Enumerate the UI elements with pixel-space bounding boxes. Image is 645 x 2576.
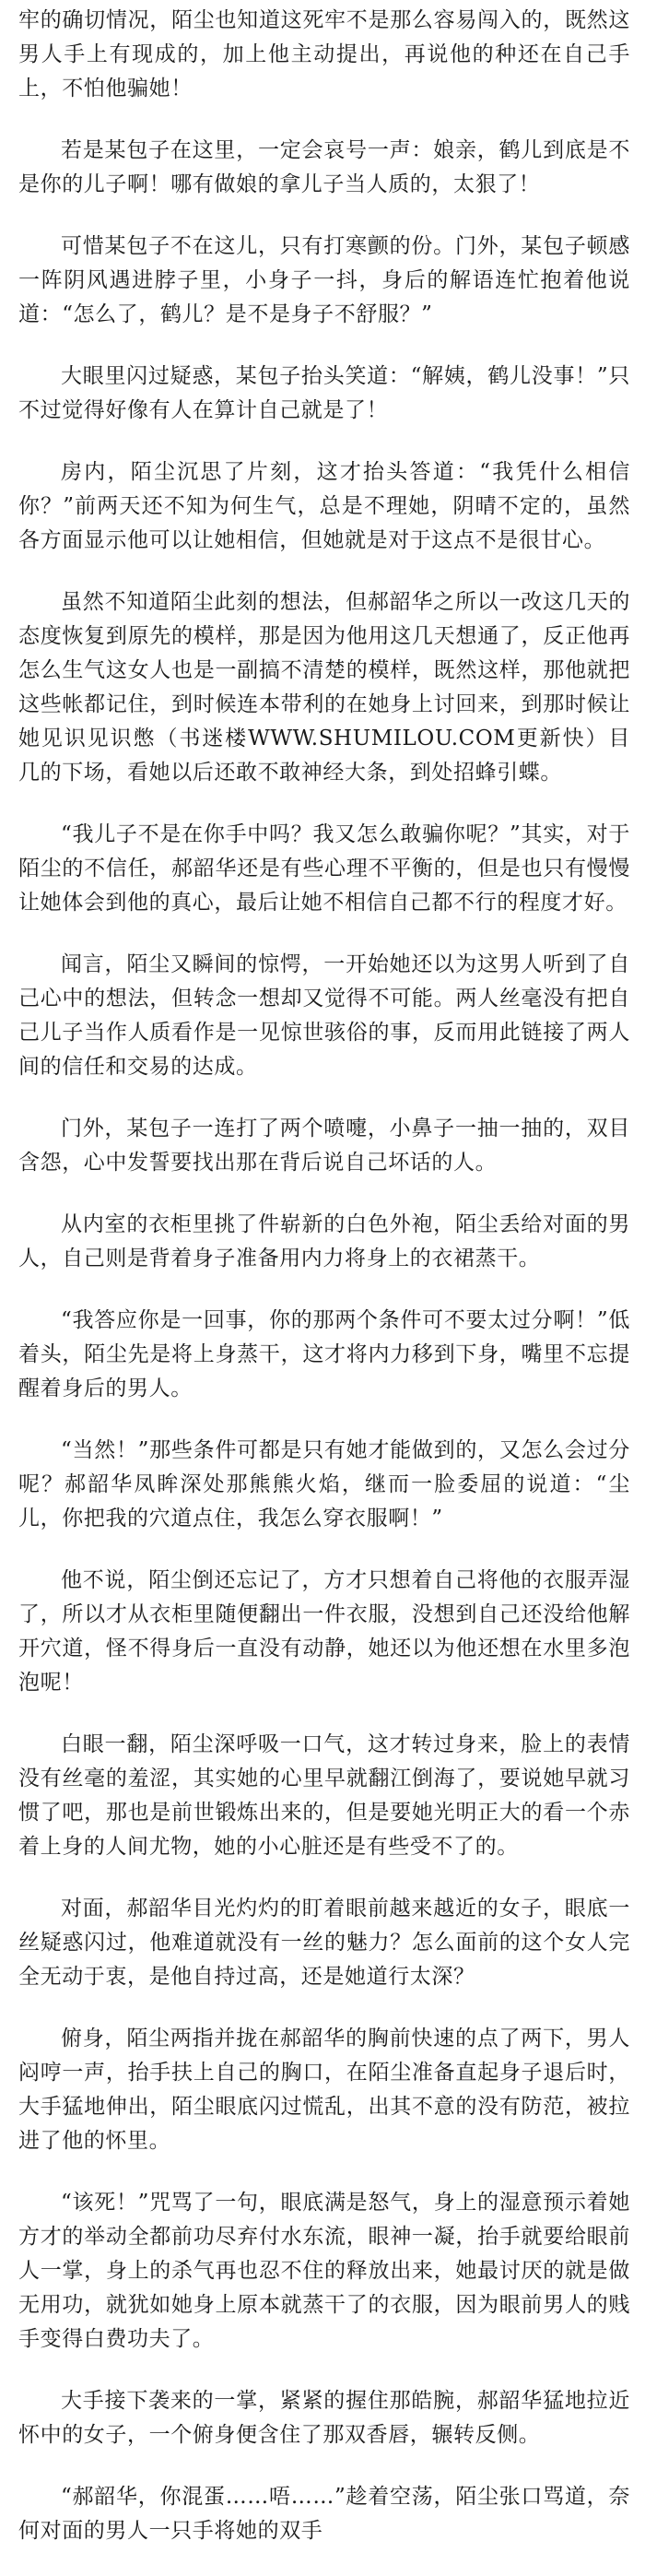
paragraph: 闻言，陌尘又瞬间的惊愕，一开始她还以为这男人听到了自己心中的想法，但转念一想却又觉得不可能。两人丝毫没有把自己儿子当作人质看作是一见惊世骇俗的事，反而用此链接了两人间的信任和交易的达成。 [18, 952, 630, 1079]
paragraph: 他不说，陌尘倒还忘记了，方才只想着自己将他的衣服弄湿了，所以才从衣柜里随便翻出一件衣服，没想到自己还没给他解开穴道，怪不得身后一直没有动静，她还以为他还想在水里多泡泡呢！ [18, 1568, 630, 1695]
paragraph: 可惜某包子不在这儿，只有打寒颤的份。门外，某包子顿感一阵阴风遇进脖子里，小身子一抖，身后的解语连忙抱着他说道：“怎么了，鹤儿？是不是身子不舒服？” [18, 234, 630, 326]
paragraph: 白眼一翻，陌尘深呼吸一口气，这才转过身来，脸上的表情没有丝毫的羞涩，其实她的心里早就翻江倒海了，要说她早就习惯了吧，那也是前世锻炼出来的，但是要她光明正大的看一个赤着上身的人间尤物，她的小心脏还是有些受不了的。 [18, 1732, 630, 1859]
paragraph: “我答应你是一回事，你的那两个条件可不要太过分啊！”低着头，陌尘先是将上身蒸干，这才将内力移到下身，嘴里不忘提醒着身后的男人。 [18, 1308, 630, 1400]
paragraph: 从内室的衣柜里挑了件崭新的白色外袍，陌尘丢给对面的男人，自己则是背着身子准备用内力将身上的衣裙蒸干。 [18, 1212, 630, 1270]
paragraph: “当然！”那些条件可都是只有她才能做到的，又怎么会过分呢？郝韶华凤眸深处那熊熊火焰，继而一脸委屈的说道：“尘儿，你把我的穴道点住，我怎么穿衣服啊！” [18, 1438, 630, 1530]
paragraph: 若是某包子在这里，一定会哀号一声：娘亲，鹤儿到底是不是你的儿子啊！哪有做娘的拿儿子当人质的，太狠了！ [18, 138, 630, 196]
paragraph: 房内，陌尘沉思了片刻，这才抬头答道：“我凭什么相信你？”前两天还不知为何生气，总是不理她，阴晴不定的，虽然各方面显示他可以让她相信，但她就是对于这点不是很甘心。 [18, 460, 630, 552]
paragraph: 大眼里闪过疑惑，某包子抬头笑道：“解姨，鹤儿没事！”只不过觉得好像有人在算计自己就是了！ [18, 364, 630, 422]
paragraph: “我儿子不是在你手中吗？我又怎么敢骗你呢？”其实，对于陌尘的不信任，郝韶华还是有些心理不平衡的，但是也只有慢慢让她体会到他的真心，最后让她不相信自己都不行的程度才好。 [18, 822, 630, 915]
paragraph: “郝韶华，你混蛋……唔……”趁着空荡，陌尘张口骂道，奈何对面的男人一只手将她的双手 [18, 2485, 630, 2543]
paragraph: 牢的确切情况，陌尘也知道这死牢不是那么容易闯入的，既然这男人手上有现成的，加上他主动提出，再说他的种还在自己手上，不怕他骗她！ [18, 8, 630, 100]
paragraph: 虽然不知道陌尘此刻的想法，但郝韶华之所以一改这几天的态度恢复到原先的模样，那是因为他用这几天想通了，反正他再怎么生气这女人也是一副搞不清楚的模样，既然这样，那他就把这些帐都记住，到时候连本带利的在她身上讨回来，到那时候让她见识见识憋（书迷楼WWW.SHUMILOU.COM更新快）目几的下场，看她以后还敢不敢神经大条，到处招蜂引蝶。 [18, 590, 630, 785]
paragraph: 门外，某包子一连打了两个喷嚏，小鼻子一抽一抽的，双目含怨，心中发誓要找出那在背后说自己坏话的人。 [18, 1117, 630, 1175]
article-body [18, 4, 630, 2576]
paragraph: 对面，郝韶华目光灼灼的盯着眼前越来越近的女子，眼底一丝疑惑闪过，他难道就没有一丝的魅力？怎么面前的这个女人完全无动于衷，是他自持过高，还是她道行太深？ [18, 1897, 630, 1989]
paragraph: “该死！”咒骂了一句，眼底满是怒气，身上的湿意预示着她方才的举动全都前功尽弃付水东流，眼神一凝，抬手就要给眼前人一掌，身上的杀气再也忍不住的释放出来，她最讨厌的就是做无用功，就犹如她身上原本就蒸干了的衣服，因为眼前男人的贱手变得白费功夫了。 [18, 2191, 630, 2351]
paragraph: 俯身，陌尘两指并拢在郝韶华的胸前快速的点了两下，男人闷哼一声，抬手扶上自己的胸口，在陌尘准备直起身子退后时，大手猛地伸出，陌尘眼底闪过慌乱，出其不意的没有防范，被拉进了他的怀里。 [18, 2027, 630, 2153]
paragraph: 大手接下袭来的一掌，紧紧的握住那皓腕，郝韶华猛地拉近怀中的女子，一个俯身便含住了那双香唇，辗转反侧。 [18, 2389, 630, 2447]
